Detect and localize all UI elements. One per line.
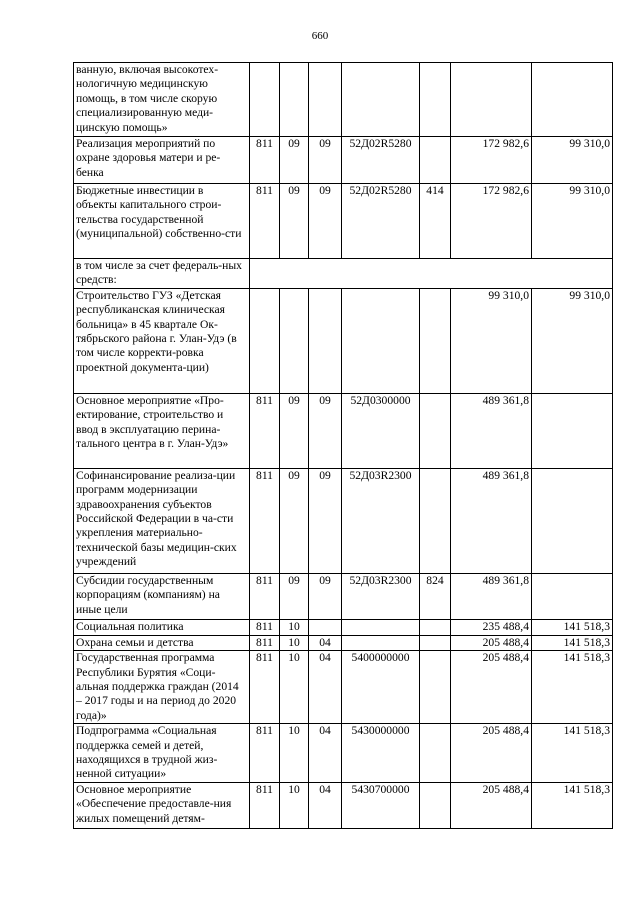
rz-code: 10 — [280, 782, 309, 828]
rz-code: 09 — [280, 468, 309, 573]
rz-code: 09 — [280, 184, 309, 259]
ved-code: 811 — [250, 782, 280, 828]
ved-code: 811 — [250, 619, 280, 635]
vr-code — [420, 635, 451, 650]
sum-2 — [532, 63, 613, 137]
sum-2: 99 310,0 — [532, 184, 613, 259]
table-row — [74, 288, 613, 393]
rz-code: 09 — [280, 573, 309, 619]
row-name: в том числе за счет федераль-ных средств: — [74, 259, 250, 289]
csr-code — [342, 635, 420, 650]
vr-code — [420, 468, 451, 573]
sum-1: 99 310,0 — [451, 288, 532, 393]
pr-code — [309, 288, 342, 393]
table-row — [74, 619, 613, 635]
table-row — [74, 635, 613, 650]
vr-code — [420, 619, 451, 635]
table-row — [74, 137, 613, 184]
sum-1: 205 488,4 — [451, 782, 532, 828]
row-name: Охрана семьи и детства — [74, 635, 250, 650]
rz-code — [280, 288, 309, 393]
csr-code: 52Д02R5280 — [342, 137, 420, 184]
pr-code — [309, 63, 342, 137]
sum-2: 99 310,0 — [532, 288, 613, 393]
rz-code — [280, 63, 309, 137]
pr-code — [309, 619, 342, 635]
sum-1: 205 488,4 — [451, 635, 532, 650]
csr-code: 52Д03R2300 — [342, 573, 420, 619]
pr-code: 09 — [309, 184, 342, 259]
row-name: Бюджетные инвестиции в объекты капитального строи-тельства государственной (муниципальной) собственно-сти — [74, 184, 250, 259]
row-name: Подпрограмма «Социальная поддержка семей и детей, находящихся в трудной жиз-ненной ситуации» — [74, 724, 250, 783]
sum-2: 141 518,3 — [532, 619, 613, 635]
ved-code: 811 — [250, 393, 280, 468]
row-name: Строительство ГУЗ «Детская республиканская клиническая больница» в 45 квартале Ок-тябрьского района г. Улан-Удэ (в том числе корректи-ровка проектной документа-ции) — [74, 288, 250, 393]
vr-code — [420, 63, 451, 137]
sum-2: 141 518,3 — [532, 782, 613, 828]
table-row — [74, 259, 613, 289]
sum-1: 205 488,4 — [451, 724, 532, 783]
rz-code: 10 — [280, 635, 309, 650]
sum-1: 489 361,8 — [451, 573, 532, 619]
row-name: Основное мероприятие «Про-ектирование, строительство и ввод в эксплуатацию перина-тального центра в г. Улан-Удэ» — [74, 393, 250, 468]
sum-1: 489 361,8 — [451, 468, 532, 573]
vr-code — [420, 651, 451, 724]
rz-code: 09 — [280, 137, 309, 184]
sum-2: 141 518,3 — [532, 651, 613, 724]
vr-code — [420, 288, 451, 393]
ved-code: 811 — [250, 724, 280, 783]
table-row — [74, 393, 613, 468]
table-row — [74, 184, 613, 259]
sum-1: 489 361,8 — [451, 393, 532, 468]
ved-code: 811 — [250, 635, 280, 650]
csr-code: 52Д0300000 — [342, 393, 420, 468]
sum-1: 235 488,4 — [451, 619, 532, 635]
row-name: Государственная программа Республики Бурятия «Соци-альная поддержка граждан (2014 – 2017 годы и на период до 2020 года)» — [74, 651, 250, 724]
pr-code: 04 — [309, 651, 342, 724]
vr-code: 414 — [420, 184, 451, 259]
pr-code: 09 — [309, 573, 342, 619]
sum-2 — [532, 468, 613, 573]
table-row — [74, 573, 613, 619]
pr-code: 04 — [309, 782, 342, 828]
sum-2 — [532, 393, 613, 468]
ved-code: 811 — [250, 184, 280, 259]
row-name: Субсидии государственным корпорациям (компаниям) на иные цели — [74, 573, 250, 619]
pr-code: 04 — [309, 724, 342, 783]
ved-code: 811 — [250, 573, 280, 619]
vr-code — [420, 724, 451, 783]
sum-1: 172 982,6 — [451, 184, 532, 259]
ved-code: 811 — [250, 468, 280, 573]
vr-code — [420, 137, 451, 184]
budget-table — [73, 62, 613, 829]
csr-code: 52Д03R2300 — [342, 468, 420, 573]
ved-code — [250, 63, 280, 137]
vr-code: 824 — [420, 573, 451, 619]
sum-2: 99 310,0 — [532, 137, 613, 184]
ved-code: 811 — [250, 137, 280, 184]
ved-code — [250, 288, 280, 393]
sum-1: 172 982,6 — [451, 137, 532, 184]
row-name: Основное мероприятие «Обеспечение предоставле-ния жилых помещений детям- — [74, 782, 250, 828]
sum-2: 141 518,3 — [532, 724, 613, 783]
sum-2 — [532, 573, 613, 619]
table-row — [74, 468, 613, 573]
row-name: Реализация мероприятий по охране здоровья матери и ре-бенка — [74, 137, 250, 184]
rz-code: 10 — [280, 619, 309, 635]
rz-code: 10 — [280, 651, 309, 724]
csr-code: 5430000000 — [342, 724, 420, 783]
pr-code: 09 — [309, 393, 342, 468]
table-row — [74, 724, 613, 783]
sum-1: 205 488,4 — [451, 651, 532, 724]
csr-code — [342, 288, 420, 393]
csr-code: 5400000000 — [342, 651, 420, 724]
sum-1 — [451, 63, 532, 137]
rz-code: 10 — [280, 724, 309, 783]
pr-code: 09 — [309, 468, 342, 573]
pr-code: 09 — [309, 137, 342, 184]
csr-code: 5430700000 — [342, 782, 420, 828]
row-name: Софинансирование реализа-ции программ модернизации здравоохранения субъектов Российской Федерации в ча-сти укрепления материально-технической базы медицин-ских учреждений — [74, 468, 250, 573]
vr-code — [420, 393, 451, 468]
vr-code — [420, 782, 451, 828]
row-name: Социальная политика — [74, 619, 250, 635]
csr-code — [342, 63, 420, 137]
table-row — [74, 782, 613, 828]
csr-code — [342, 619, 420, 635]
csr-code: 52Д02R5280 — [342, 184, 420, 259]
table-row — [74, 63, 613, 137]
ved-code: 811 — [250, 651, 280, 724]
table-row — [74, 651, 613, 724]
merged-empty-cell — [250, 259, 613, 289]
pr-code: 04 — [309, 635, 342, 650]
sum-2: 141 518,3 — [532, 635, 613, 650]
page-number: 660 — [311, 30, 329, 42]
rz-code: 09 — [280, 393, 309, 468]
row-name: ванную, включая высокотех-нологичную медицинскую помощь, в том числе скорую специализированную меди-цинскую помощь» — [74, 63, 250, 137]
